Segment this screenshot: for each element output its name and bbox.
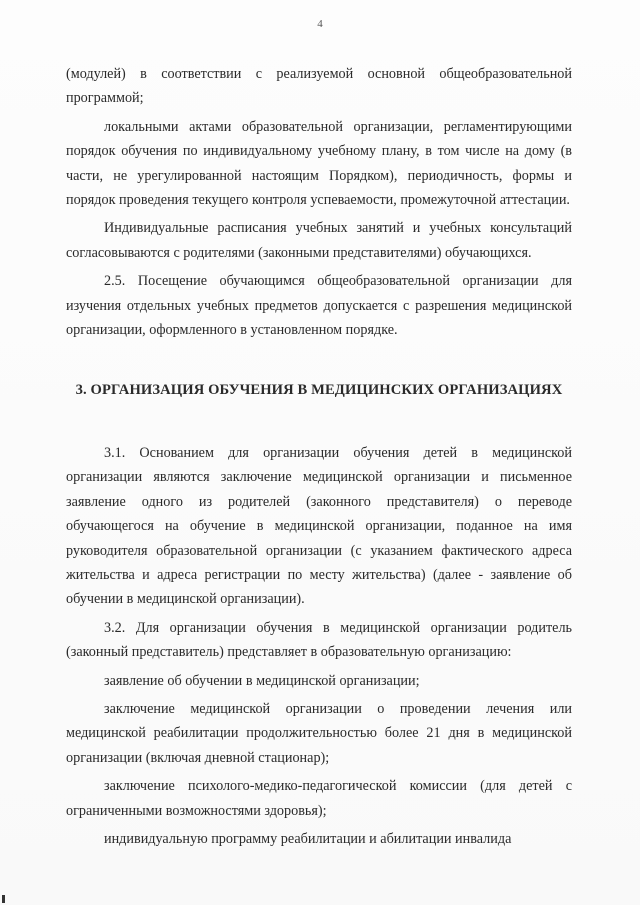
paragraph-2-5: 2.5. Посещение обучающимся общеобразовательной организации для изучения отдельных учебных предметов допускается с разрешения медицинской организации, оформленного в установленном порядке. xyxy=(66,273,572,339)
scan-edge-mark xyxy=(2,895,5,903)
paragraph-modules: (модулей) в соответствии с реализуемой основной общеобразовательной программой; xyxy=(66,66,572,107)
document-body xyxy=(66,62,572,851)
page-number: 4 xyxy=(317,18,323,30)
list-item-rehab-program: индивидуальную программу реабилитации и абилитации инвалида xyxy=(104,830,512,847)
paragraph-3-2: 3.2. Для организации обучения в медицинской организации родитель (законный представитель) представляет в образовательную организацию: xyxy=(66,619,572,661)
list-item-application: заявление об обучении в медицинской организации; xyxy=(104,672,420,689)
paragraph-3-1: 3.1. Основанием для организации обучения детей в медицинской организации являются заключение медицинской организации и письменное заявление одного из родителей (законного представителя) о переводе обучающегося на обучение в медицинской организации, поданное на имя руководителя образовательной организации (с указанием фактического адреса жительства и адреса регистрации по месту жительства) (далее - заявление об обучении в медицинской организации). xyxy=(66,444,572,608)
list-item-pmpk-conclusion: заключение психолого-медико-педагогической комиссии (для детей с ограниченными возможностями здоровья); xyxy=(66,778,572,819)
paragraph-schedules: Индивидуальные расписания учебных занятий и учебных консультаций согласовываются с родителями (законными представителями) обучающихся. xyxy=(66,220,572,261)
section-3-heading: 3. ОРГАНИЗАЦИЯ ОБУЧЕНИЯ В МЕДИЦИНСКИХ ОРГАНИЗАЦИЯХ xyxy=(75,382,563,399)
paragraph-local-acts: локальными актами образовательной организации, регламентирующими порядок обучения по индивидуальному учебному плану, в том числе на дому (в части, не урегулированной настоящим Порядком), периодичность, формы и порядок проведения текущего контроля успеваемости, промежуточной аттестации. xyxy=(66,118,572,209)
list-item-medical-conclusion: заключение медицинской организации о проведении лечения или медицинской реабилитации продолжительностью более 21 дня в медицинской организации (включая дневной стационар); xyxy=(66,700,572,766)
